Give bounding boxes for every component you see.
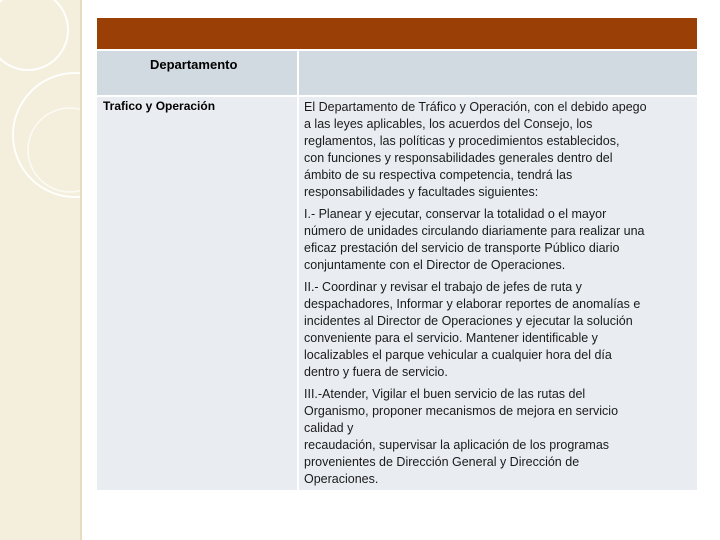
department-table [97, 18, 697, 490]
header-label: Departamento [150, 57, 238, 72]
title-bar [97, 18, 697, 49]
department-name: Trafico y Operación [103, 99, 216, 113]
table-header-row [97, 51, 697, 95]
decorative-side-panel [0, 0, 80, 540]
description-paragraph: El Departamento de Tráfico y Operación, con el debido apego a las leyes aplicables, los acuerdos del Consejo, los reglamentos, las políticas y procedimientos establecidos, con funciones y responsabilidades generales dentro del ámbito de su respectiva competencia, tendrá las responsabilidades y facultades siguientes: [304, 100, 647, 199]
department-cell [97, 97, 297, 490]
function-item-1: I.- Planear y ejecutar, conservar la totalidad o el mayor número de unidades circulando diariamente para realizar una eficaz prestación del servicio de transporte Público diario conjuntamente con el Director de Operaciones. [304, 207, 645, 272]
side-divider [80, 0, 82, 540]
function-item-3: III.-Atender, Vigilar el buen servicio de las rutas del Organismo, proponer mecanismos de mejora en servicio calidad y recaudación, supervisar la aplicación de los programas provenientes de Dirección General y Dirección de Operaciones. [304, 387, 619, 486]
header-cell-department [97, 51, 297, 95]
table-row [97, 97, 697, 490]
function-item-2: II.- Coordinar y revisar el trabajo de jefes de ruta y despachadores, Informar y elaborar reportes de anomalías e incidentes al Director de Operaciones y ejecutar la solución conveniente para el servicio. Mantener identificable y localizables el parque vehicular a cualquier hora del día dentro y fuera de servicio. [304, 280, 641, 379]
decorative-circles-icon [0, 0, 80, 540]
header-cell-description [299, 51, 697, 95]
description-cell [299, 97, 697, 490]
